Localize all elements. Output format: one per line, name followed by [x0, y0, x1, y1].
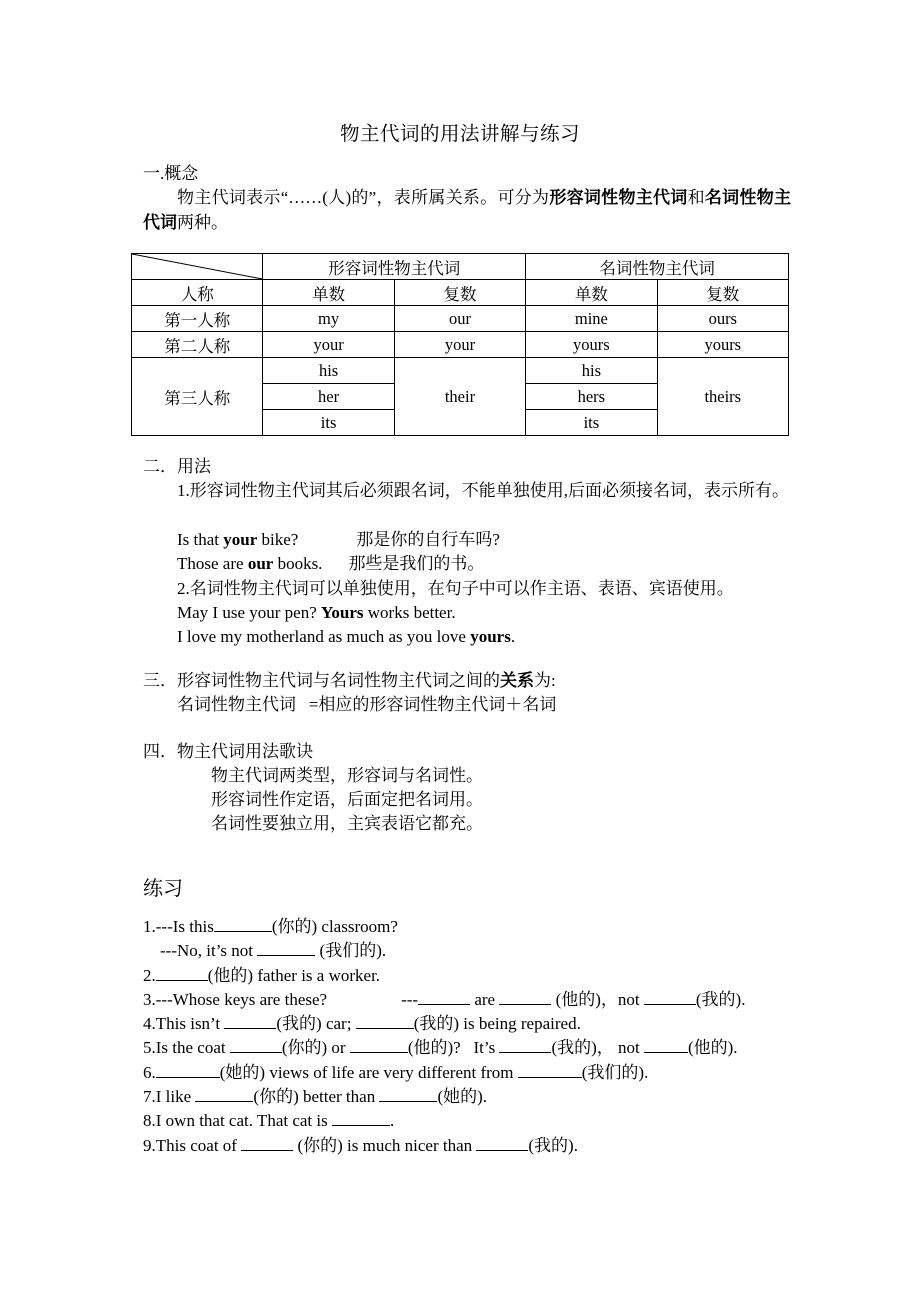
- section-four-line-3: 名词性要独立用，主宾表语它都充。: [211, 814, 483, 833]
- exercise-8-blank-1[interactable]: [332, 1110, 390, 1126]
- table-cell-hers: hers: [526, 384, 657, 410]
- section-one-body-mid: 和: [687, 188, 705, 207]
- section-one-bold-noun: 名词性物主代词: [143, 188, 792, 232]
- exercise-3-blank-1[interactable]: [418, 989, 470, 1005]
- table-cell-your-adj: your: [263, 332, 394, 358]
- table-cell-person-third: 第三人称: [132, 358, 263, 436]
- exercise-7-blank-2[interactable]: [379, 1086, 437, 1102]
- section-four-line-2: 形容词性作定语，后面定把名词用。: [211, 790, 483, 809]
- table-header-noun-singular: 单数: [526, 280, 657, 306]
- table-row: [132, 332, 789, 358]
- exercise-item-5: [143, 1036, 843, 1060]
- exercise-1-text-a: ---Is this: [155, 917, 214, 936]
- exercise-4-text-a: This isn’t: [155, 1014, 225, 1034]
- table-group-header-noun: 名词性物主代词: [526, 254, 789, 280]
- exercise-7-text-b: (你的) better than: [253, 1087, 380, 1107]
- table-cell-their: their: [394, 358, 525, 436]
- example-one-text-a: Is that: [177, 530, 224, 549]
- exercise-item-1-sub: [143, 939, 843, 963]
- exercise-section-title: 练习: [143, 878, 183, 900]
- table-row: [132, 306, 789, 332]
- table-row-column-headers: [132, 280, 789, 306]
- exercise-3-text-c: (他的)，not: [551, 989, 644, 1009]
- section-two-rule-one: 1.形容词性物主代词其后必须跟名词，不能单独使用,后面必须接名词，表示所有。: [177, 481, 789, 500]
- section-one-body-suffix: 两种。: [177, 212, 228, 232]
- exercise-3-text-b: are: [470, 989, 500, 1009]
- exercise-9-text-a: This coat of: [155, 1135, 242, 1155]
- section-one-body: [143, 186, 791, 235]
- table-header-person: 人称: [132, 280, 263, 306]
- exercise-6-text-b: (她的) views of life are very different from: [219, 1062, 518, 1082]
- exercise-1b-text-a: ---No, it’s not: [160, 941, 258, 961]
- section-three-heading-a: 三．形容词性物主代词与名词性物主代词之间的: [143, 671, 500, 690]
- table-cell-his-noun: his: [526, 358, 657, 384]
- exercise-7-blank-1[interactable]: [195, 1086, 253, 1102]
- example-one-translation: 那是你的自行车吗?: [356, 530, 500, 549]
- table-cell-theirs: theirs: [657, 358, 788, 436]
- section-two-rule-two: 2.名词性物主代词可以单独使用，在句子中可以作主语、表语、宾语使用。: [177, 579, 734, 598]
- section-two-example-three: [177, 601, 456, 626]
- exercise-5-blank-2[interactable]: [350, 1037, 408, 1053]
- section-three-heading-b: 为:: [534, 671, 556, 690]
- exercise-4-text-c: (我的) is being repaired.: [413, 1014, 581, 1034]
- exercise-5-number: 5.: [143, 1038, 156, 1058]
- exercise-2-number: 2.: [143, 965, 156, 985]
- exercise-item-6: [143, 1061, 843, 1085]
- exercise-1-number: 1.: [143, 917, 156, 936]
- exercise-3-dashes: ---: [401, 989, 419, 1009]
- example-one-text-b: bike?: [257, 530, 299, 549]
- table-cell-our: our: [394, 306, 525, 332]
- exercise-6-blank-1[interactable]: [156, 1062, 220, 1078]
- exercise-item-7: [143, 1085, 843, 1109]
- diagonal-line-icon: [132, 254, 262, 279]
- exercise-item-9: [143, 1134, 843, 1158]
- example-three-bold: Yours: [321, 603, 364, 622]
- section-three-heading: [143, 669, 556, 694]
- exercise-5-blank-4[interactable]: [644, 1037, 688, 1053]
- table-header-noun-plural: 复数: [657, 280, 788, 306]
- exercise-8-number: 8.: [143, 1111, 156, 1131]
- exercise-4-blank-2[interactable]: [356, 1013, 414, 1029]
- exercise-5-text-e: (他的).: [687, 1038, 738, 1058]
- exercise-7-text-c: (她的).: [437, 1087, 488, 1107]
- section-one-bold-adjective: 形容词性物主代词: [549, 188, 688, 207]
- exercise-3-blank-2[interactable]: [499, 989, 551, 1005]
- section-three-heading-bold: 关系: [500, 671, 534, 690]
- example-two-bold: our: [247, 554, 274, 573]
- pronoun-table: [131, 253, 789, 436]
- page-title: 物主代词的用法讲解与练习: [339, 124, 580, 145]
- example-three-text-a: May I use your pen?: [177, 603, 321, 622]
- exercise-4-blank-1[interactable]: [224, 1013, 276, 1029]
- exercise-3-text-a: ---Whose keys are these?: [155, 989, 328, 1009]
- example-four-text-a: I love my motherland as much as you love: [177, 627, 471, 646]
- table-cell-mine: mine: [526, 306, 657, 332]
- exercise-5-text-a: Is the coat: [155, 1038, 230, 1058]
- table-header-adj-plural: 复数: [394, 280, 525, 306]
- exercise-6-number: 6.: [143, 1062, 156, 1082]
- exercise-3-blank-3[interactable]: [644, 989, 696, 1005]
- exercise-6-blank-2[interactable]: [518, 1062, 582, 1078]
- table-cell-yours-plural: yours: [657, 332, 788, 358]
- exercise-4-number: 4.: [143, 1014, 156, 1034]
- section-one-heading: 一.概念: [143, 164, 199, 183]
- table-cell-its-noun: its: [526, 410, 657, 436]
- pronoun-table-wrapper: [131, 253, 789, 436]
- section-two-example-two: [177, 552, 484, 577]
- table-cell-ours: ours: [657, 306, 788, 332]
- section-two-example-four: [177, 625, 515, 650]
- section-three-formula: 名词性物主代词 =相应的形容词性物主代词＋名词: [177, 695, 557, 714]
- table-group-header-adjective: 形容词性物主代词: [263, 254, 526, 280]
- exercise-2-text-b: (他的) father is a worker.: [207, 965, 381, 985]
- section-two-heading: 二．用法: [143, 457, 211, 476]
- exercise-5-blank-3[interactable]: [499, 1037, 551, 1053]
- exercise-item-1: [143, 915, 843, 939]
- table-header-adj-singular: 单数: [263, 280, 394, 306]
- exercise-9-blank-2[interactable]: [476, 1135, 528, 1151]
- exercise-item-2: [143, 964, 843, 988]
- section-two-example-one: [177, 528, 500, 553]
- table-cell-person-second: 第二人称: [132, 332, 263, 358]
- example-four-bold: yours: [470, 627, 511, 646]
- table-corner-diagonal-cell: [132, 254, 263, 280]
- exercise-3-text-d: (我的).: [695, 989, 746, 1009]
- exercise-6-text-c: (我们的).: [581, 1062, 649, 1082]
- exercise-1-text-b: (你的) classroom?: [271, 917, 398, 936]
- section-four-heading: 四．物主代词用法歌诀: [143, 742, 313, 761]
- exercise-3-number: 3.: [143, 989, 156, 1009]
- exercise-8-text-b: .: [390, 1111, 395, 1131]
- exercise-5-text-b: (你的) or: [281, 1038, 350, 1058]
- section-four-line-1: 物主代词两类型，形容词与名词性。: [211, 766, 483, 785]
- exercise-9-text-b: (你的) is much nicer than: [293, 1135, 477, 1155]
- section-one-body-prefix: 物主代词表示“……(人)的”，表所属关系。可分为: [177, 188, 550, 207]
- exercise-4-text-b: (我的) car;: [276, 1014, 356, 1034]
- table-row-group-header: [132, 254, 789, 280]
- exercise-item-3: [143, 988, 843, 1012]
- exercise-9-blank-1[interactable]: [241, 1135, 293, 1151]
- exercise-5-text-d: (我的)， not: [551, 1038, 644, 1058]
- table-cell-yours: yours: [526, 332, 657, 358]
- exercise-5-blank-1[interactable]: [230, 1037, 282, 1053]
- table-cell-her: her: [263, 384, 394, 410]
- table-cell-its-adj: its: [263, 410, 394, 436]
- exercise-7-number: 7.: [143, 1087, 156, 1107]
- exercise-list: [143, 915, 843, 1158]
- example-three-text-b: works better.: [363, 603, 456, 622]
- exercise-5-text-c: (他的)? It’s: [407, 1038, 500, 1058]
- example-two-translation: 那些是我们的书。: [348, 554, 485, 573]
- exercise-2-blank-1[interactable]: [156, 965, 208, 981]
- example-four-text-b: .: [510, 627, 516, 646]
- exercise-1b-text-b: (我们的).: [315, 941, 387, 961]
- exercise-7-text-a: I like: [155, 1087, 196, 1107]
- exercise-1-blank-1[interactable]: [214, 916, 272, 932]
- example-two-text-a: Those are: [177, 554, 248, 573]
- table-cell-my: my: [263, 306, 394, 332]
- exercise-9-number: 9.: [143, 1135, 156, 1155]
- table-cell-his-adj: his: [263, 358, 394, 384]
- exercise-1b-blank-1[interactable]: [257, 940, 315, 956]
- exercise-item-8: [143, 1109, 843, 1133]
- table-cell-your-adj-plural: your: [394, 332, 525, 358]
- exercise-item-4: [143, 1012, 843, 1036]
- exercise-9-text-c: (我的).: [528, 1135, 578, 1155]
- example-two-text-b: books.: [273, 554, 323, 573]
- exercise-8-text-a: I own that cat. That cat is: [155, 1111, 332, 1131]
- table-row: [132, 358, 789, 384]
- example-one-bold: your: [223, 530, 258, 549]
- table-cell-person-first: 第一人称: [132, 306, 263, 332]
